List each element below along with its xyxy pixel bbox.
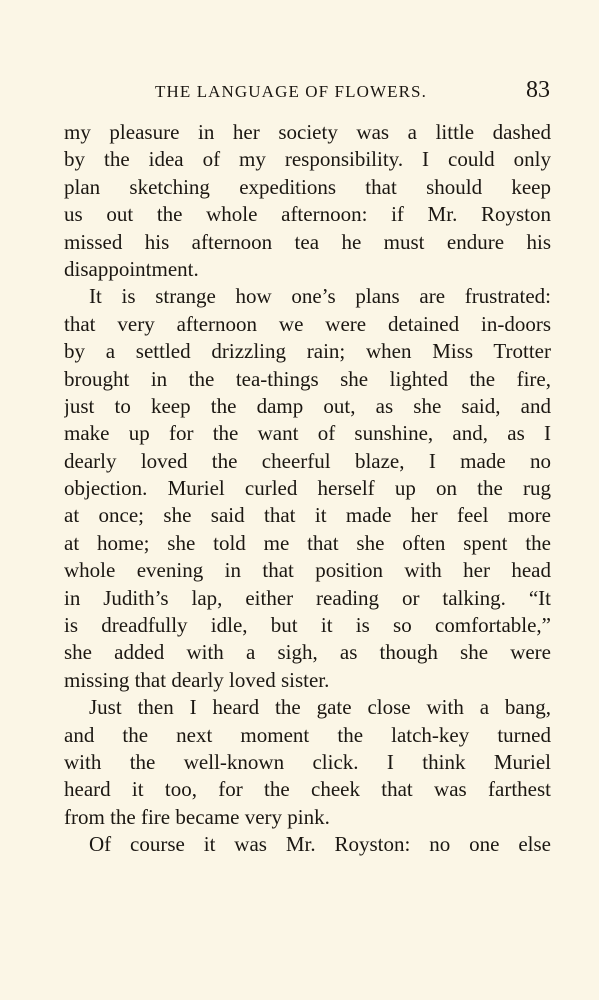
text-line: missing that dearly loved sister. [64, 667, 330, 692]
text-line: Just then I heard the gate close with a bang, [89, 695, 551, 720]
text-line: brought in the tea-things she lighted the fire, [64, 366, 551, 391]
text-line: heard it too, for the cheek that was farthest [64, 777, 551, 802]
text-line: dearly loved the cheerful blaze, I made no [64, 448, 551, 473]
text-line: disappointment. [64, 256, 199, 281]
running-title: THE LANGUAGE OF FLOWERS. [155, 82, 427, 101]
text-line: is dreadfully idle, but it is so comfortable,” [64, 613, 551, 638]
text-line: at once; she said that it made her feel more [64, 503, 551, 528]
text-line: at home; she told me that she often spent the [64, 530, 551, 555]
text-line: she added with a sigh, as though she were [64, 640, 551, 665]
text-line: just to keep the damp out, as she said, and [64, 393, 551, 418]
text-line: my pleasure in her society was a little dashed [64, 120, 551, 144]
text-line: that very afternoon we were detained in-doors [64, 311, 551, 336]
text-line: plan sketching expeditions that should keep [64, 174, 551, 199]
text-line: Of course it was Mr. Royston: no one else [89, 832, 551, 857]
running-head [66, 78, 550, 108]
text-line: and the next moment the latch-key turned [64, 722, 551, 747]
text-line: objection. Muriel curled herself up on the rug [64, 476, 551, 501]
text-line: whole evening in that position with her head [64, 558, 551, 583]
text-line: missed his afternoon tea he must endure his [64, 229, 551, 254]
text-line: make up for the want of sunshine, and, as I [64, 421, 551, 446]
text-line: by the idea of my responsibility. I could only [64, 147, 551, 172]
text-line: us out the whole afternoon: if Mr. Royston [64, 202, 551, 227]
text-line: by a settled drizzling rain; when Miss Trotter [64, 339, 551, 364]
text-line: from the fire became very pink. [64, 804, 330, 829]
text-line: It is strange how one’s plans are frustrated: [89, 284, 551, 309]
text-line: with the well-known click. I think Muriel [64, 749, 551, 774]
text-line: in Judith’s lap, either reading or talking. “It [64, 585, 551, 610]
page-number: 83 [526, 77, 550, 103]
body-text [64, 119, 551, 859]
